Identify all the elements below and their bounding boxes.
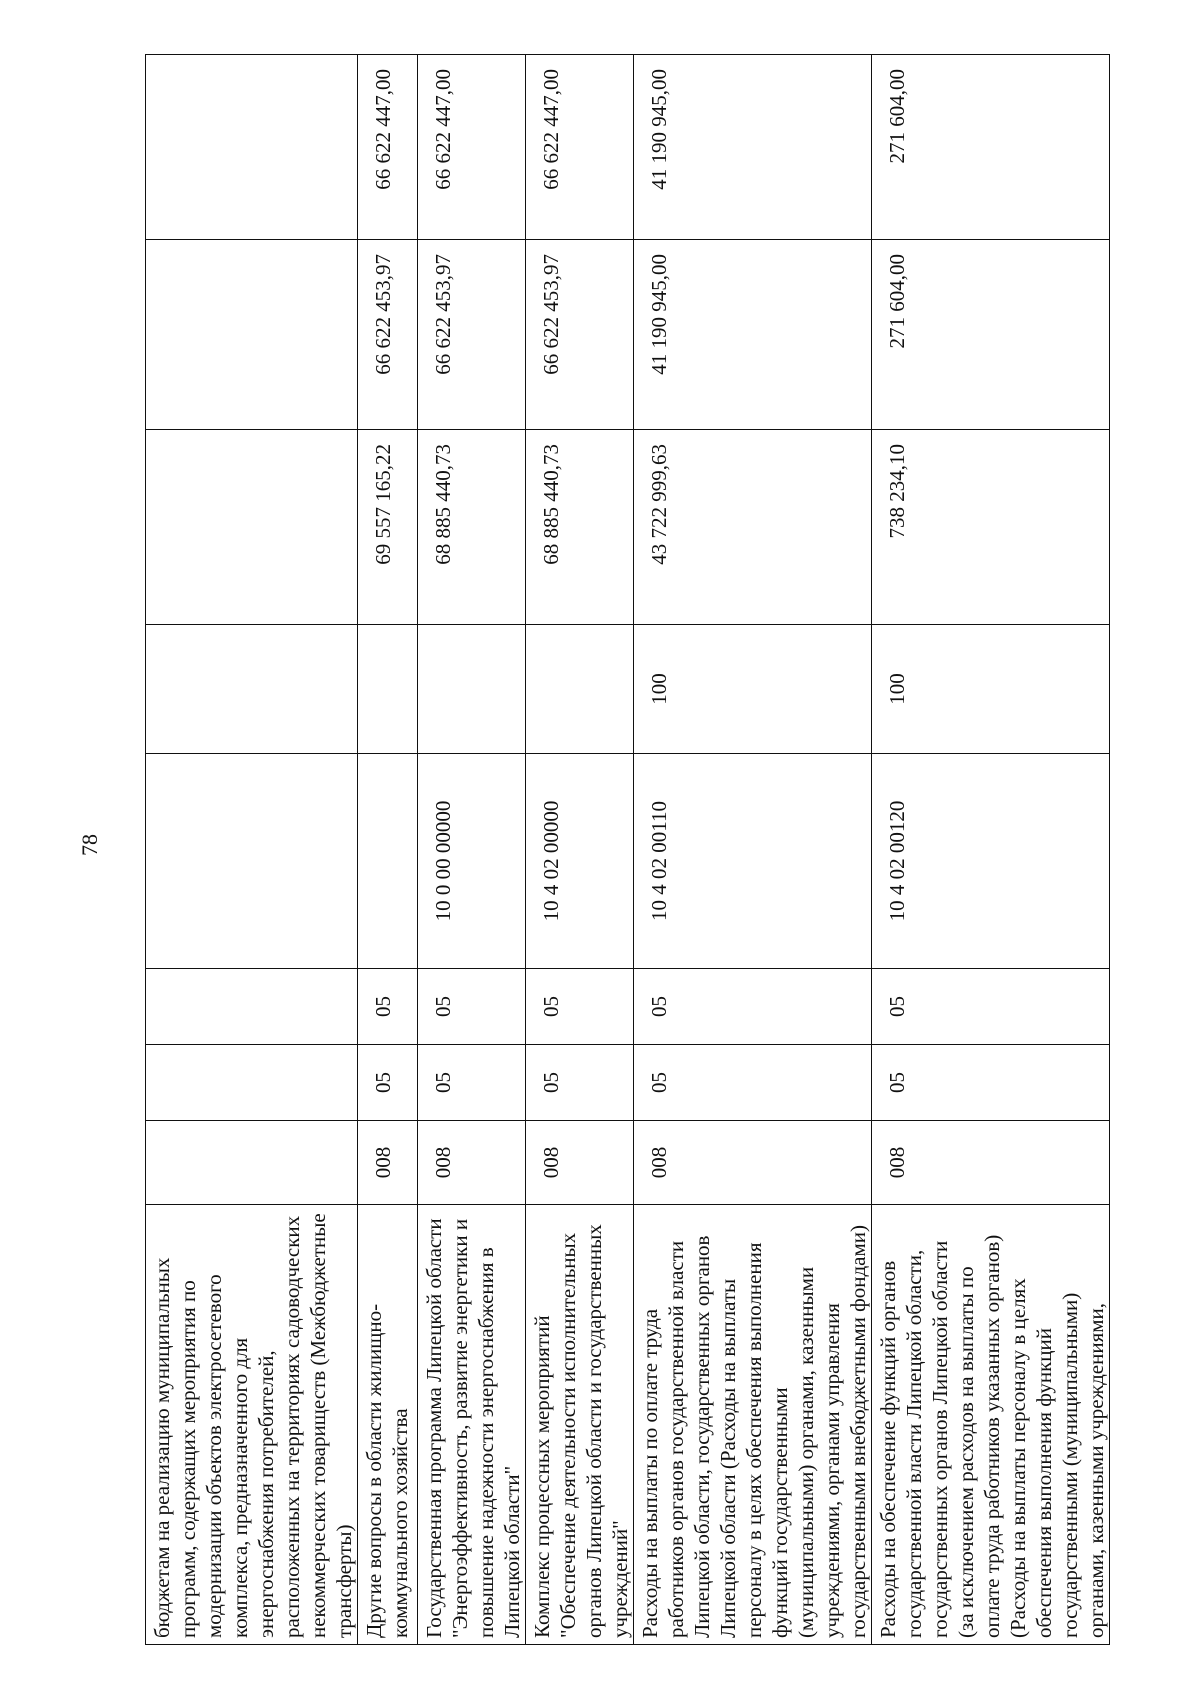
table-row: [872, 55, 1110, 1645]
amount-year-1: 68 885 440,73: [418, 430, 526, 625]
expense-type: 100: [634, 625, 872, 754]
amount-year-2: 271 604,00: [872, 240, 1110, 430]
amount-year-2: 66 622 453,97: [358, 240, 418, 430]
section-code: 05: [634, 1045, 872, 1121]
table-row: [526, 55, 634, 1645]
row-description: Расходы на выплаты по оплате труда работников органов государственной власти Липецкой области, государственных органов Липецкой области (Расходы на выплаты персоналу в целях обеспечения выполнения функций государственными (муниципальными) органами, казенными учреждениями, органами управления государственными внебюджетными фондами): [634, 1205, 872, 1645]
row-description: Другие вопросы в области жилищно-коммунального хозяйства: [358, 1205, 418, 1645]
expense-type: 100: [872, 625, 1110, 754]
amount-year-1: 68 885 440,73: [526, 430, 634, 625]
row-description: бюджетам на реализацию муниципальных программ, содержащих мероприятия по модернизации объектов электросетевого комплекса, предназначенного для энергоснабжения потребителей, расположенных на территориях садоводческих некоммерческих товариществ (Межбюджетные трансферты): [146, 1205, 358, 1645]
table-row: [418, 55, 526, 1645]
section-code: 05: [358, 1045, 418, 1121]
target-article: [146, 754, 358, 969]
amount-year-3: 66 622 447,00: [418, 55, 526, 240]
ministry-code: 008: [358, 1121, 418, 1205]
amount-year-3: 271 604,00: [872, 55, 1110, 240]
ministry-code: 008: [418, 1121, 526, 1205]
ministry-code: 008: [872, 1121, 1110, 1205]
section-code: 05: [526, 1045, 634, 1121]
page-number: 78: [77, 834, 102, 856]
amount-year-3: 66 622 447,00: [526, 55, 634, 240]
subsection-code: 05: [634, 969, 872, 1045]
section-code: [146, 1045, 358, 1121]
amount-year-3: [146, 55, 358, 240]
amount-year-2: 66 622 453,97: [526, 240, 634, 430]
subsection-code: [146, 969, 358, 1045]
budget-table: [145, 54, 1110, 1645]
section-code: 05: [418, 1045, 526, 1121]
subsection-code: 05: [872, 969, 1110, 1045]
budget-table-rotated: [145, 55, 1108, 1645]
table-row: [634, 55, 872, 1645]
expense-type: [526, 625, 634, 754]
amount-year-1: [146, 430, 358, 625]
target-article: 10 4 02 00120: [872, 754, 1110, 969]
row-description: Государственная программа Липецкой области "Энергоэффективность, развитие энергетики и повышение надежности энергоснабжения в Липецкой области": [418, 1205, 526, 1645]
ministry-code: 008: [634, 1121, 872, 1205]
row-description: Комплекс процессных мероприятий "Обеспечение деятельности исполнительных органов Липецкой области и государственных учреждений": [526, 1205, 634, 1645]
expense-type: [418, 625, 526, 754]
section-code: 05: [872, 1045, 1110, 1121]
subsection-code: 05: [526, 969, 634, 1045]
amount-year-1: 738 234,10: [872, 430, 1110, 625]
target-article: 10 4 02 00110: [634, 754, 872, 969]
amount-year-2: [146, 240, 358, 430]
subsection-code: 05: [358, 969, 418, 1045]
amount-year-2: 66 622 453,97: [418, 240, 526, 430]
ministry-code: 008: [526, 1121, 634, 1205]
row-description: Расходы на обеспечение функций органов государственной власти Липецкой области, государственных органов Липецкой области (за исключением расходов на выплаты по оплате труда работников указанных органов) (Расходы на выплаты персоналу в целях обеспечения выполнения функций государственными (муниципальными) органами, казенными учреждениями,: [872, 1205, 1110, 1645]
table-row: [358, 55, 418, 1645]
amount-year-1: 69 557 165,22: [358, 430, 418, 625]
amount-year-3: 66 622 447,00: [358, 55, 418, 240]
target-article: [358, 754, 418, 969]
target-article: 10 4 02 00000: [526, 754, 634, 969]
expense-type: [358, 625, 418, 754]
amount-year-2: 41 190 945,00: [634, 240, 872, 430]
subsection-code: 05: [418, 969, 526, 1045]
target-article: 10 0 00 00000: [418, 754, 526, 969]
ministry-code: [146, 1121, 358, 1205]
amount-year-3: 41 190 945,00: [634, 55, 872, 240]
expense-type: [146, 625, 358, 754]
amount-year-1: 43 722 999,63: [634, 430, 872, 625]
table-row: [146, 55, 358, 1645]
